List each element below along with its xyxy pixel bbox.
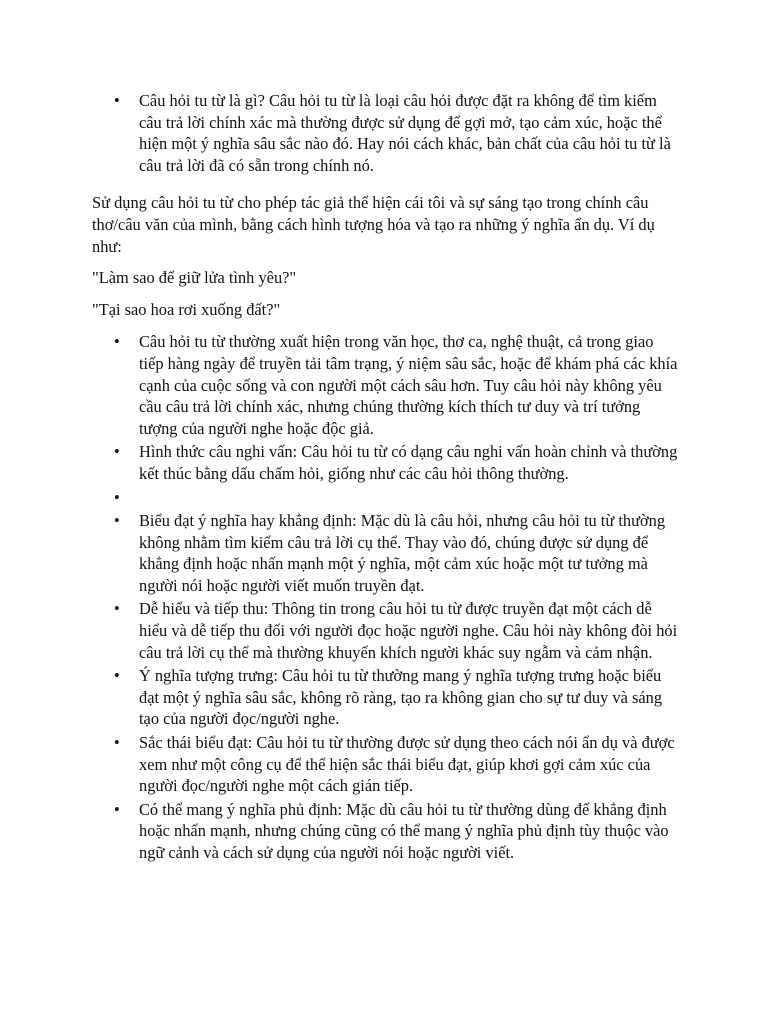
list-item: • Dễ hiểu và tiếp thu: Thông tin trong câu hỏi tu từ được truyền đạt một cách dễ hiểu và dễ tiếp thu đối với người đọc hoặc người nghe. Câu hỏi này không đòi hỏi câu trả lời cụ thể mà thường khuyến khích người khác suy ngẫm và cảm nhận. <box>139 598 678 663</box>
intro-bullet-list <box>92 90 678 176</box>
list-item: • Hình thức câu nghi vấn: Câu hỏi tu từ có dạng câu nghi vấn hoàn chỉnh và thường kết thúc bằng dấu chấm hỏi, giống như các câu hỏi thông thường. <box>139 441 678 484</box>
list-item: • Câu hỏi tu từ là gì? Câu hỏi tu từ là loại câu hỏi được đặt ra không để tìm kiếm câu trả lời chính xác mà thường được sử dụng để gợi mở, tạo cảm xúc, hoặc thể hiện một ý nghĩa sâu sắc nào đó. Hay nói cách khác, bản chất của câu hỏi tu từ là câu trả lời đã có sẵn trong chính nó. <box>139 90 678 176</box>
list-item: • Có thể mang ý nghĩa phủ định: Mặc dù câu hỏi tu từ thường dùng để khẳng định hoặc nhấn mạnh, nhưng chúng cũng có thể mang ý nghĩa phủ định tùy thuộc vào ngữ cảnh và cách sử dụng của người nói hoặc người viết. <box>139 799 678 864</box>
list-item: • Biểu đạt ý nghĩa hay khẳng định: Mặc dù là câu hỏi, nhưng câu hỏi tu từ thường không nhằm tìm kiếm câu trả lời cụ thể. Thay vào đó, chúng được sử dụng để khẳng định hoặc nhấn mạnh một ý nghĩa, một cảm xúc hoặc một tư tưởng mà người nói hoặc người viết muốn truyền đạt. <box>139 510 678 596</box>
example-quote-2: "Tại sao hoa rơi xuống đất?" <box>92 299 281 319</box>
body-paragraph: Sử dụng câu hỏi tu từ cho phép tác giả thể hiện cái tôi và sự sáng tạo trong chính câu thơ/câu văn của mình, bằng cách hình tượng hóa và tạo ra những ý nghĩa ẩn dụ. Ví dụ như: <box>92 193 655 256</box>
list-item: • Ý nghĩa tượng trưng: Câu hỏi tu từ thường mang ý nghĩa tượng trưng hoặc biểu đạt một ý nghĩa sâu sắc, không rõ ràng, tạo ra không gian cho sự tư duy và sáng tạo của người đọc/người nghe. <box>139 665 678 730</box>
list-item: • Sắc thái biểu đạt: Câu hỏi tu từ thường được sử dụng theo cách nói ẩn dụ và được xem như một công cụ để thể hiện sắc thái biểu đạt, giúp khơi gợi cảm xúc của người đọc/người nghe một cách gián tiếp. <box>139 732 678 797</box>
example-quote-1: "Làm sao để giữ lửa tình yêu?" <box>92 268 297 288</box>
list-item-empty <box>139 487 678 509</box>
features-bullet-list <box>92 331 678 863</box>
list-item: • Câu hỏi tu từ thường xuất hiện trong văn học, thơ ca, nghệ thuật, cả trong giao tiếp hàng ngày để truyền tải tâm trạng, ý niệm sâu sắc, hoặc để khám phá các khía cạnh của cuộc sống và con người một cách sâu hơn. Tuy câu hỏi này không yêu cầu câu trả lời chính xác, nhưng chúng thường kích thích tư duy và trí tưởng tượng của người nghe hoặc độc giả. <box>139 331 678 439</box>
